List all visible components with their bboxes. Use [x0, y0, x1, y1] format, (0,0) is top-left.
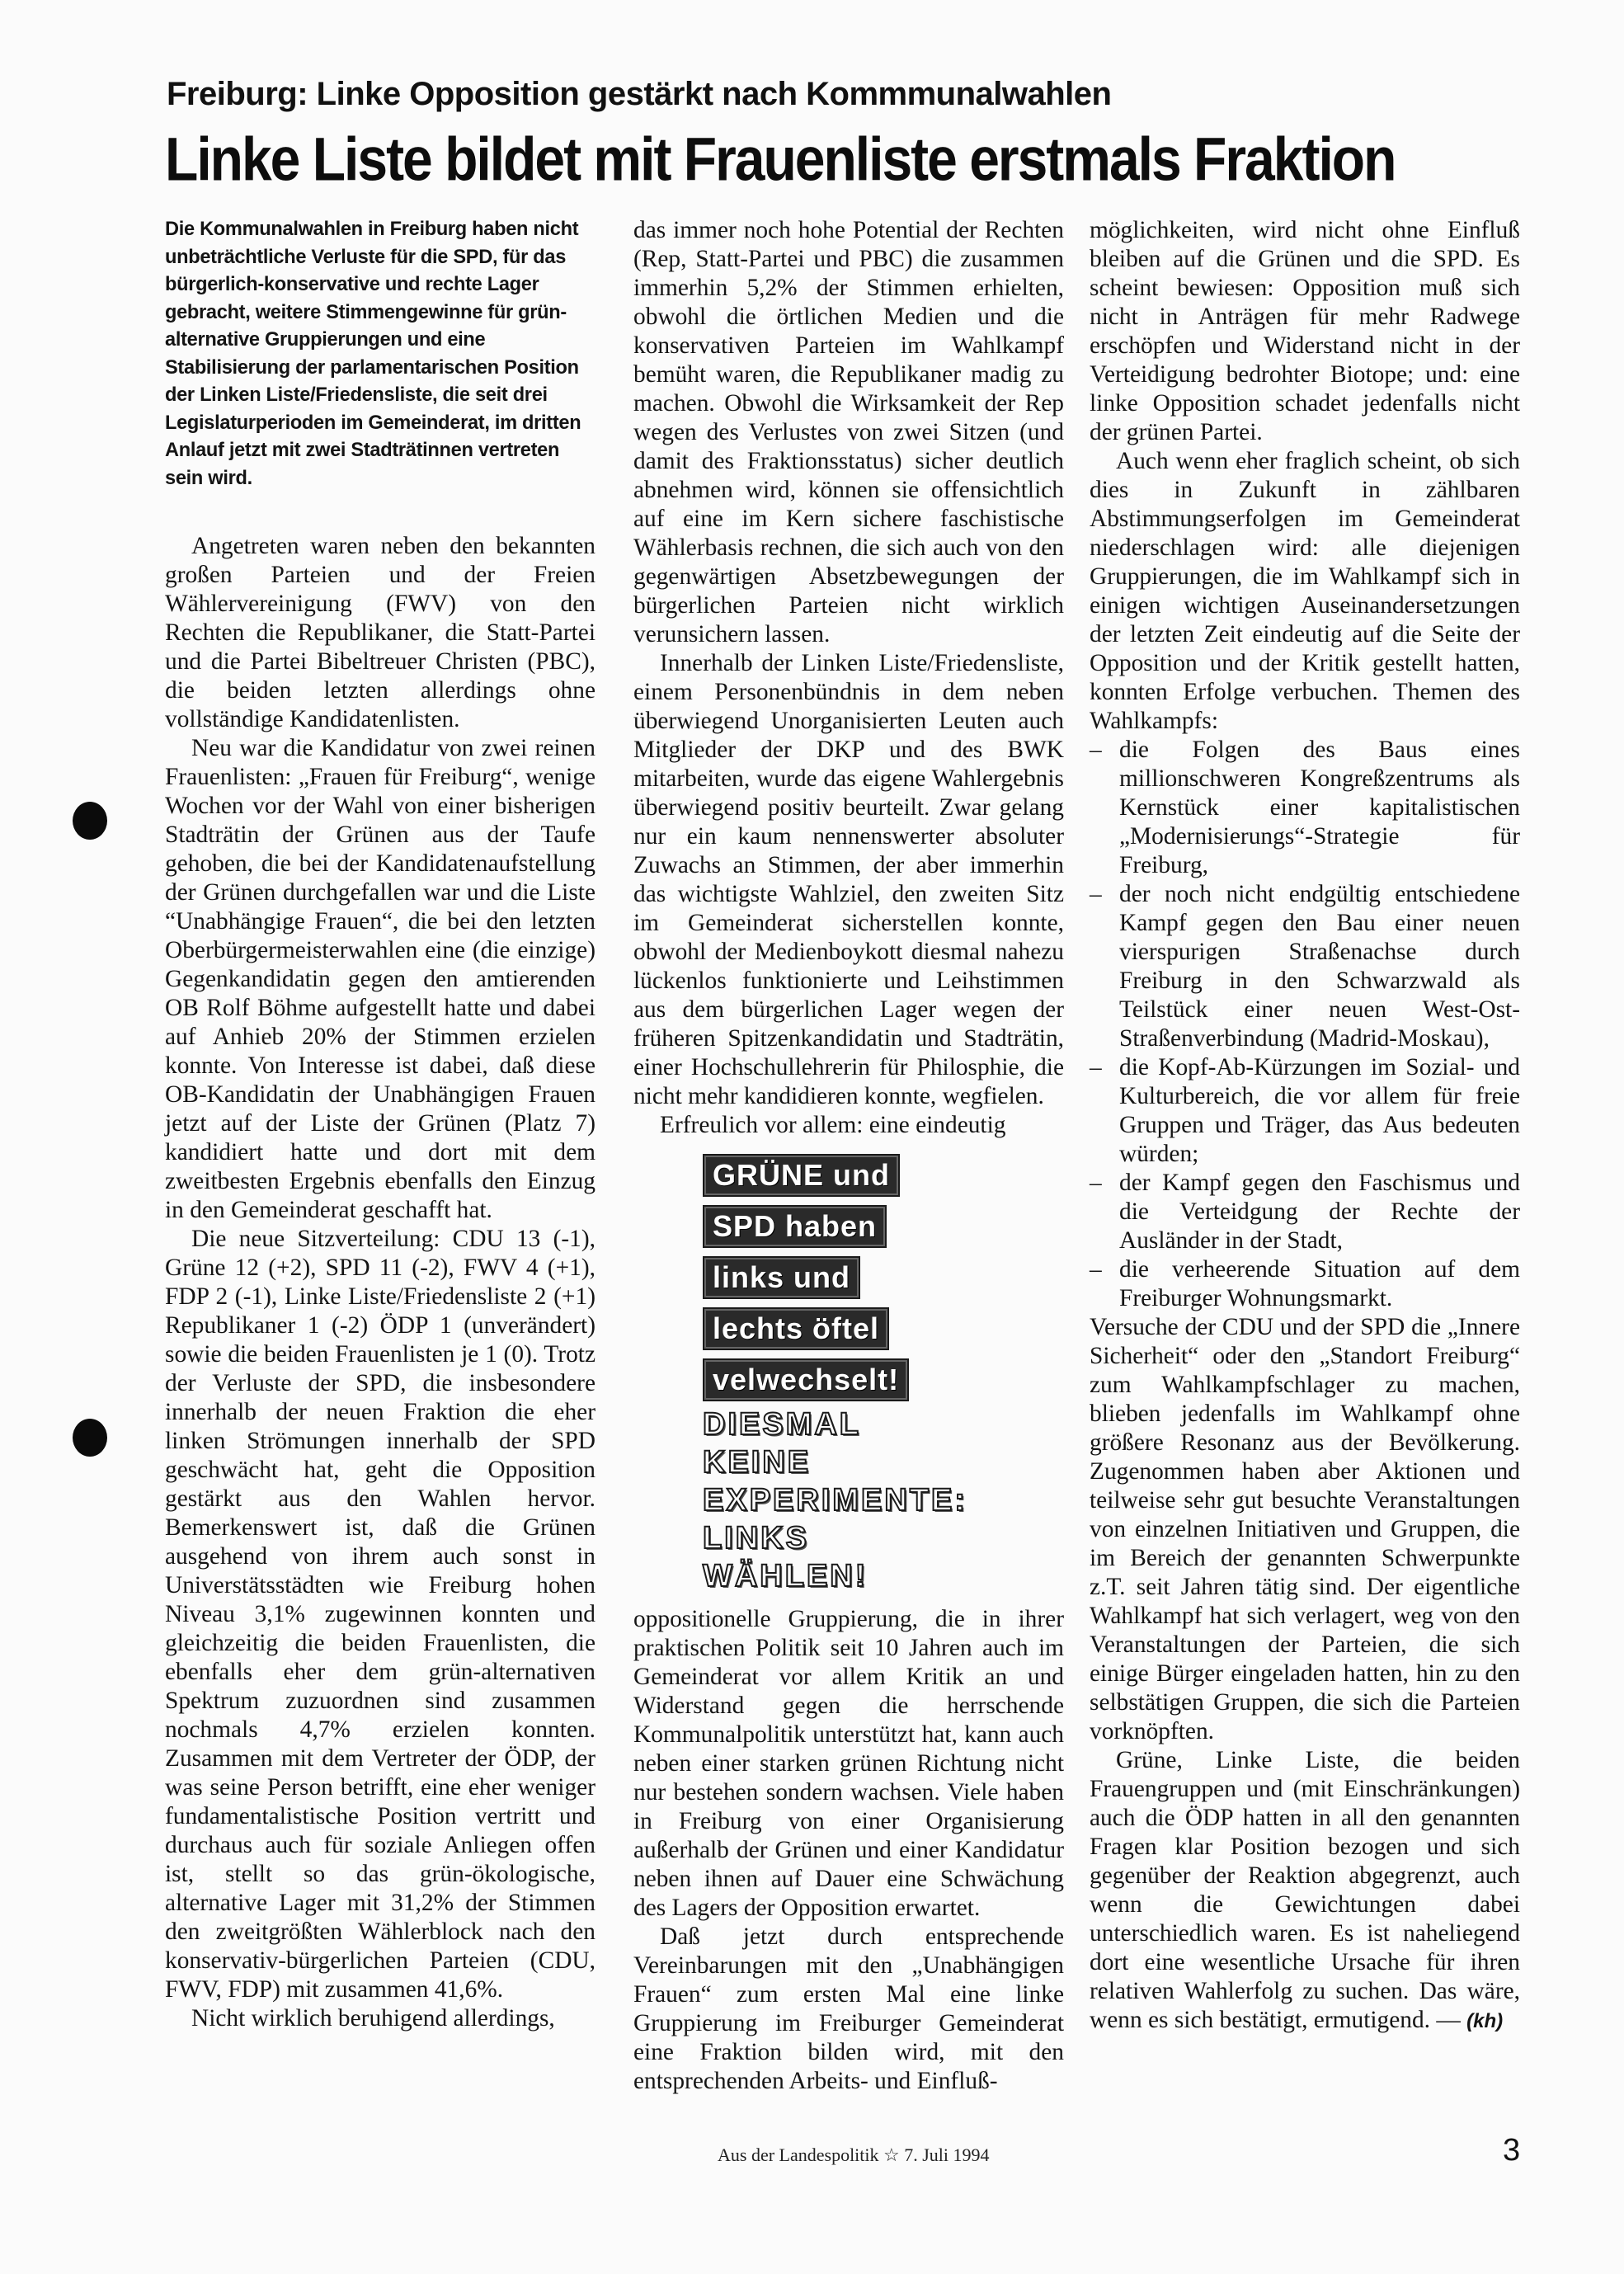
column-3 — [1090, 216, 1520, 2036]
paragraph: Grüne, Linke Liste, die beiden Frauengruppen und (mit Einschränkungen) auch die ÖDP hatten in all den genannten Fragen klar Position bezogen und sich gegenüber der Reaktion abgegrenzt, auch wenn die Gewichtungen dabei unterschiedlich waren. Es ist naheliegend dort eine wesentliche Ursache für ihren relativen Wahlerfolg zu suchen. Das wäre, wenn es sich bestätigt, ermutigend. — (kh) — [1090, 1747, 1520, 2033]
list-item: – die Folgen des Baus eines millionschweren Kongreßzentrums als Kernstück einer kapitalistischen „Modernisierungs“-Strategie für Freiburg, — [1090, 737, 1520, 878]
graffiti-slogan: EXPERIMENTE: — [703, 1483, 968, 1518]
paragraph: Auch wenn eher fraglich scheint, ob sich dies in Zukunft in zählbaren Abstimmungserfolgen im Gemeinderat niederschlagen wird: alle diejenigen Gruppierungen, die im Wahlkampf sich in einigen wichtigen Auseinandersetzungen der letzten Zeit eindeutig auf die Seite der Opposition und der Kritik gestellt hatten, konnten Erfolge verbuchen. Themen des Wahlkampfs: — [1090, 448, 1520, 734]
column-1 — [165, 216, 595, 2033]
list-item: – die verheerende Situation auf dem Freiburger Wohnungsmarkt. — [1090, 1256, 1520, 1311]
paragraph: Die neue Sitzverteilung: CDU 13 (-1), Grüne 12 (+2), SPD 11 (-2), FWV 4 (+1), FDP 2 (-1), Linke Liste/Friedensliste 2 (+1) Republikaner 1 (-2) ÖDP 1 (unverändert) sowie die beiden Frauenlisten je 1 (0). Trotz der Verluste der SPD, die insbesondere innerhalb der neuen Fraktion die eher linken Strömungen innerhalb der SPD geschwächt hat, geht die Opposition gestärkt aus den Wahlen hervor. Bemerkenswert ist, daß die Grünen ausgehend von ihrem auch sonst in Universtätsstädten wie Freiburg hohen Niveau 3,1% zugewinnen konnten und gleichzeitig die beiden Frauenlisten, die ebenfalls eher dem grün-alternativen Spektrum zuzuordnen sind zusammen nochmals 4,7% erzielen konnten. Zusammen mit dem Vertreter der ÖDP, der was seine Person betrifft, eine eher weniger fundamentalistische Position vertritt und durchaus auch für soziale Anliegen offen ist, stellt so das grün-ökologische, alternative Lager mit 31,2% der Stimmen den zweitgrößten Wählerblock nach den konservativ-bürgerlichen Parteien (CDU, FWV, FDP) mit zusammen 41,6%. — [165, 1226, 595, 2003]
article-kicker: Freiburg: Linke Opposition gestärkt nach Kommmunalwahlen — [167, 76, 1112, 112]
graffiti-line: SPD haben — [703, 1205, 887, 1248]
graffiti-line: lechts öftel — [703, 1307, 889, 1350]
paragraph: Angetreten waren neben den bekannten großen Parteien und der Freien Wählervereinigung (FWV) von den Rechten die Republikaner, die Statt-Partei und die Partei Bibeltreuer Christen (PBC), die beiden letzten allerdings ohne vollständige Kandidatenlisten. — [165, 533, 595, 732]
column-2 — [633, 216, 1064, 2096]
paragraph: Daß jetzt durch entsprechende Vereinbarungen mit den „Unabhängigen Frauen“ zum ersten Mal eine linke Gruppierung im Freiburger Gemeinderat eine Fraktion bilden wird, mit den entsprechenden Arbeits- und Einfluß- — [633, 1923, 1064, 2094]
punch-hole — [73, 1419, 107, 1457]
graffiti-image — [703, 1150, 967, 1595]
graffiti-slogan: DIESMAL KEINE — [703, 1407, 861, 1480]
graffiti-slogan: LINKS WÄHLEN! — [703, 1521, 868, 1594]
graffiti-line: velwechselt! — [703, 1358, 909, 1401]
article-headline: Linke Liste bildet mit Frauenliste erstmals Fraktion — [165, 125, 1396, 193]
paragraph: möglichkeiten, wird nicht ohne Einfluß bleiben auf die Grünen und die SPD. Es scheint bewiesen: Opposition muß sich nicht in Anträgen für mehr Radwege erschöpfen und Widerstand nicht in der Verteidigung bedrohter Biotope; und: eine linke Opposition schadet jedenfalls nicht der grünen Partei. — [1090, 217, 1520, 445]
topic-list — [1090, 736, 1520, 1313]
paragraph: Neu war die Kandidatur von zwei reinen Frauenlisten: „Frauen für Freiburg“, wenige Wochen vor der Wahl von einer bisherigen Stadträtin der Grünen aus der Taufe gehoben, die bei der Kandidatenaufstellung der Grünen durchgefallen war und die Liste “Unabhängige Frauen“, die bei den letzten Oberbürgermeisterwahlen eine (die einzige) Gegenkandidatin gegen den amtierenden OB Rolf Böhme aufgestellt hatte und dabei auf Anhieb 20% der Stimmen erzielen konnte. Von Interesse ist dabei, daß diese OB-Kandidatin der Unabhängigen Frauen jetzt auf der Liste der Grünen (Platz 7) kandidiert hatte und dort mit dem zweitbesten Ergebnis ebenfalls den Einzug in den Gemeinderat geschafft hat. — [165, 735, 595, 1223]
paragraph: Erfreulich vor allem: eine eindeutig — [660, 1112, 1006, 1138]
author-initials: (kh) — [1466, 2010, 1504, 2032]
footer-source: Aus der Landespolitik ☆ 7. Juli 1994 — [718, 2145, 990, 2165]
paragraph: Nicht wirklich beruhigend allerdings, — [191, 2005, 555, 2032]
list-item: – der Kampf gegen den Faschismus und die Verteidgung der Rechte der Ausländer in der Stadt, — [1090, 1170, 1520, 1254]
paragraph: oppositionelle Gruppierung, die in ihrer praktischen Politik seit 10 Jahren auch im Gemeinderat vor allem Kritik an und Widerstand gegen die herrschende Kommunalpolitik unterstützt hat, kann auch neben einer starken grünen Richtung nicht nur bestehen sondern wachsen. Viele haben in Freiburg von einer Organisierung außerhalb der Grünen und einer Kandidatur neben ihnen auf Dauer eine Schwächung des Lagers der Opposition erwartet. — [633, 1606, 1064, 1921]
graffiti-line: GRÜNE und — [703, 1154, 900, 1197]
paragraph: das immer noch hohe Potential der Rechten (Rep, Statt-Partei und PBC) die zusammen immerhin 5,2% der Stimmen erhielten, obwohl die örtlichen Medien und die konservativen Parteien im Wahlkampf bemüht waren, die Republikaner madig zu machen. Obwohl die Wirksamkeit der Rep wegen des Verlustes von zwei Sitzen (und damit des Fraktionsstatus) sicher deutlich abnehmen wird, können sie offensichtlich auf eine im Kern sichere faschistische Wählerbasis rechnen, die sich auch von den gegenwärtigen Absetzbewegungen der bürgerlichen Parteien nicht wirklich verunsichern lassen. — [633, 217, 1064, 647]
page-number: 3 — [1503, 2133, 1521, 2168]
paragraph: Innerhalb der Linken Liste/Friedensliste, einem Personenbündnis in dem neben überwiegend Unorganisierten Leuten auch Mitglieder der DKP und des BWK mitarbeiten, wurde das eigene Wahlergebnis überwiegend positiv beurteilt. Zwar gelang nur ein kaum nennenswerter absoluter Zuwachs an Stimmen, der aber immerhin das wichtigste Wahlziel, den zweiten Sitz im Gemeinderat sicherstellen konnte, obwohl der Medienboykott diesmal nahezu lückenlos funktionierte und Leihstimmen aus dem bürgerlichen Lager wegen der früheren Spitzenkandidatin und Stadträtin, einer Hochschullehrerin für Philosphie, die nicht mehr kandidieren konnte, wegfielen. — [633, 650, 1064, 1109]
article-lead: Die Kommunalwahlen in Freiburg haben nicht unbeträchtliche Verluste für die SPD, für das bürgerlich-konservative und rechte Lager gebracht, weitere Stimmengewinne für grün-alternative Gruppierungen und eine Stabilisierung der parlamentarischen Position der Linken Liste/Friedensliste, die seit drei Legislaturperioden im Gemeinderat, im dritten Anlauf jetzt mit zwei Stadträtinnen vertreten sein wird. — [165, 219, 581, 489]
list-item: – der noch nicht endgültig entschiedene Kampf gegen den Bau einer neuen vierspurigen Straßenachse durch Freiburg in den Schwarzwald als Teilstück einer neuen West-Ost-Straßenverbindung (Madrid-Moskau), — [1090, 881, 1520, 1052]
punch-hole — [73, 802, 107, 840]
paragraph: Versuche der CDU und der SPD die „Innere Sicherheit“ oder den „Standort Freiburg“ zum Wahlkampfschlager zu machen, blieben jedenfalls im Wahlkampf ohne größere Resonanz aus der Bevölkerung. Zugenommen haben aber Aktionen und teilweise sehr gut besuchte Veranstaltungen von einzelnen Initiativen und Gruppen, die im Bereich der genannten Schwerpunkte z.T. seit Jahren tätig sind. Der eigentliche Wahlkampf hat sich verlagert, weg von den Veranstaltungen der Parteien, die sich einige Bürger eingeladen hatten, hin zu den selbstätigen Gruppen, die sich die Parteien vorknöpften. — [1090, 1314, 1520, 1744]
list-item: – die Kopf-Ab-Kürzungen im Sozial- und Kulturbereich, die vor allem für freie Gruppen und Träger, das Aus bedeuten würden; — [1090, 1054, 1520, 1167]
graffiti-line: links und — [703, 1256, 860, 1299]
